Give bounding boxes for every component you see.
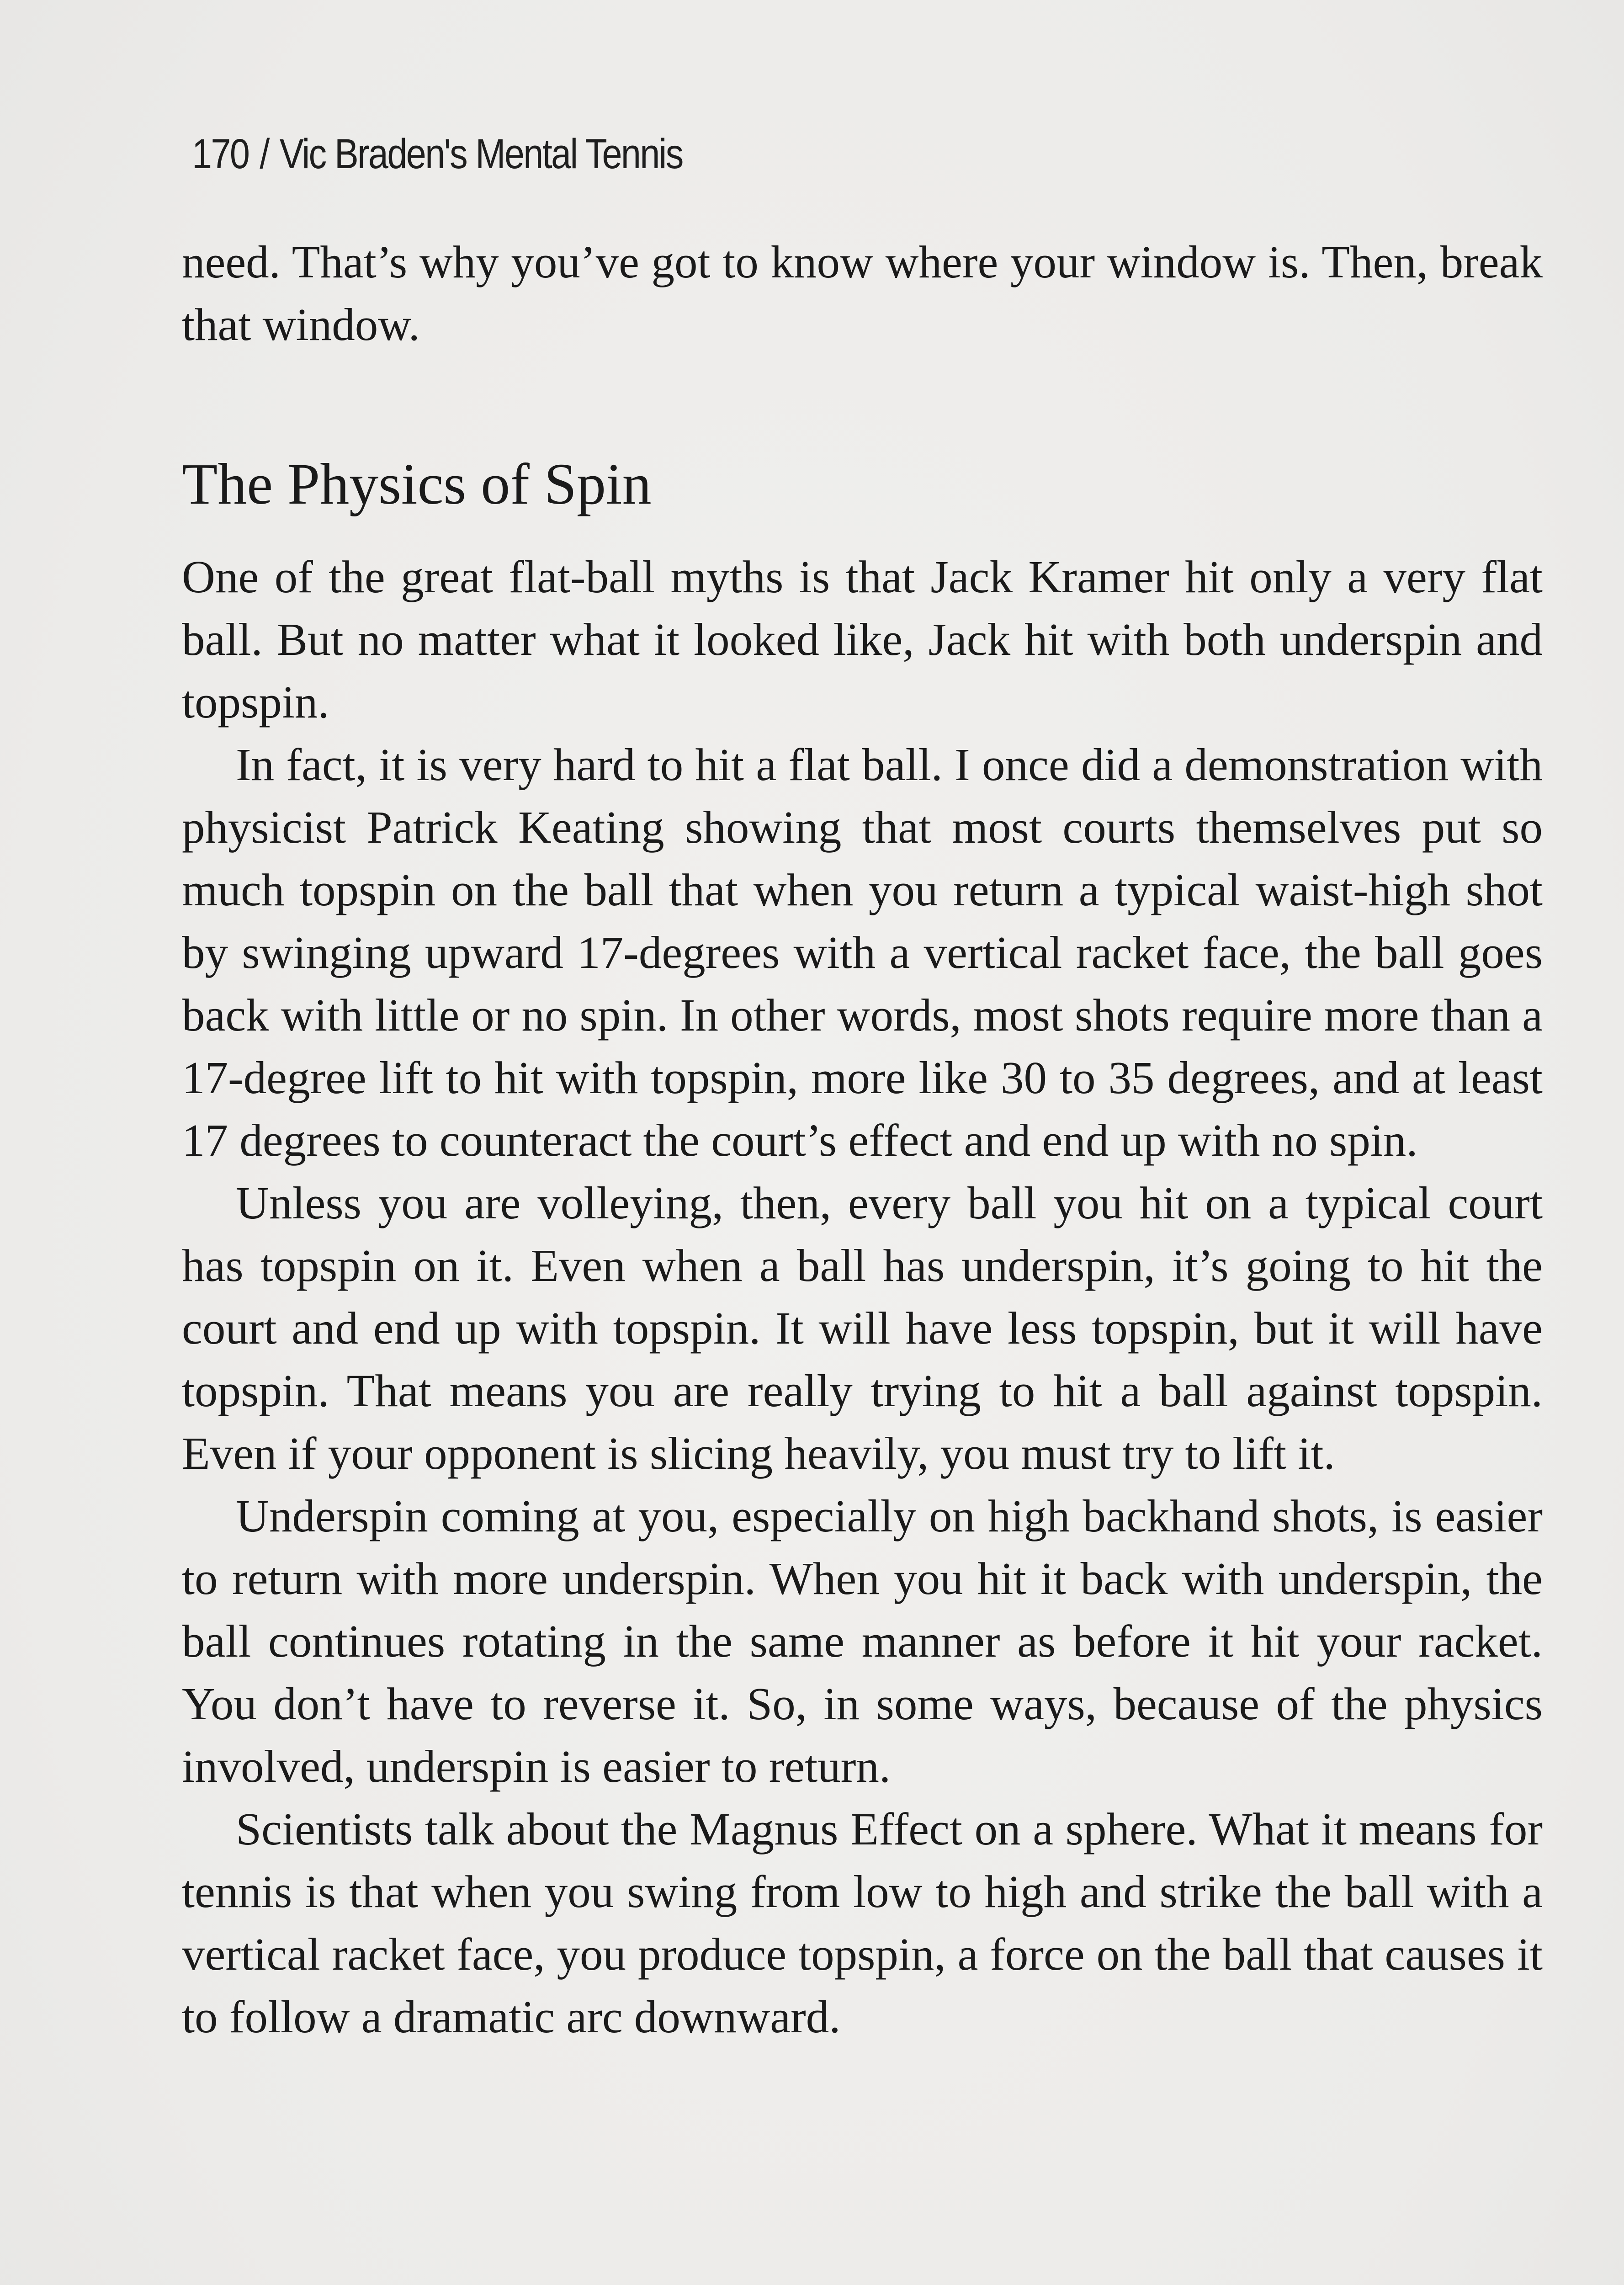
body-text <box>182 231 1543 2048</box>
body-paragraph-4: Underspin coming at you, especially on high backhand shots, is easier to return with more underspin. When you hit it back with underspin, the ball continues rotating in the same manner as before it hit your racket. You don’t have to reverse it. So, in some ways, because of the physics involved, underspin is easier to return. <box>182 1490 1543 1792</box>
heading-spacer <box>182 518 1543 546</box>
opening-paragraph: need. That’s why you’ve got to know where your window is. Then, break that window. <box>182 236 1543 350</box>
section-heading: The Physics of Spin <box>182 452 652 516</box>
header-separator: / <box>260 131 269 177</box>
body-paragraph-2: In fact, it is very hard to hit a flat ball. I once did a demonstration with physicist Patrick Keating showing that most courts themselves put so much topspin on the ball that when you return a typical waist-high shot by swinging upward 17-degrees with a vertical racket face, the ball goes back with little or no spin. In other words, most shots require more than a 17-degree lift to hit with topspin, more like 30 to 35 degrees, and at least 17 degrees to counteract the court’s effect and end up with no spin. <box>182 739 1543 1166</box>
book-title: Vic Braden's Mental Tennis <box>279 131 683 177</box>
page-number: 170 <box>192 131 249 177</box>
section-spacer <box>182 356 1543 450</box>
body-paragraph-1: One of the great flat-ball myths is that Jack Kramer hit only a very flat ball. But no matter what it looked like, Jack hit with both underspin and topspin. <box>182 551 1543 728</box>
running-head <box>192 130 683 178</box>
body-paragraph-5: Scientists talk about the Magnus Effect on a sphere. What it means for tennis is that when you swing from low to high and strike the ball with a vertical racket face, you produce topspin, a force on the ball that causes it to follow a dramatic arc downward. <box>182 1803 1543 2042</box>
body-paragraph-3: Unless you are volleying, then, every ball you hit on a typical court has topspin on it. Even when a ball has underspin, it’s going to hit the court and end up with topspin. It will have less topspin, but it will have topspin. That means you are really trying to hit a ball against topspin. Even if your opponent is slicing heavily, you must try to lift it. <box>182 1177 1543 1479</box>
